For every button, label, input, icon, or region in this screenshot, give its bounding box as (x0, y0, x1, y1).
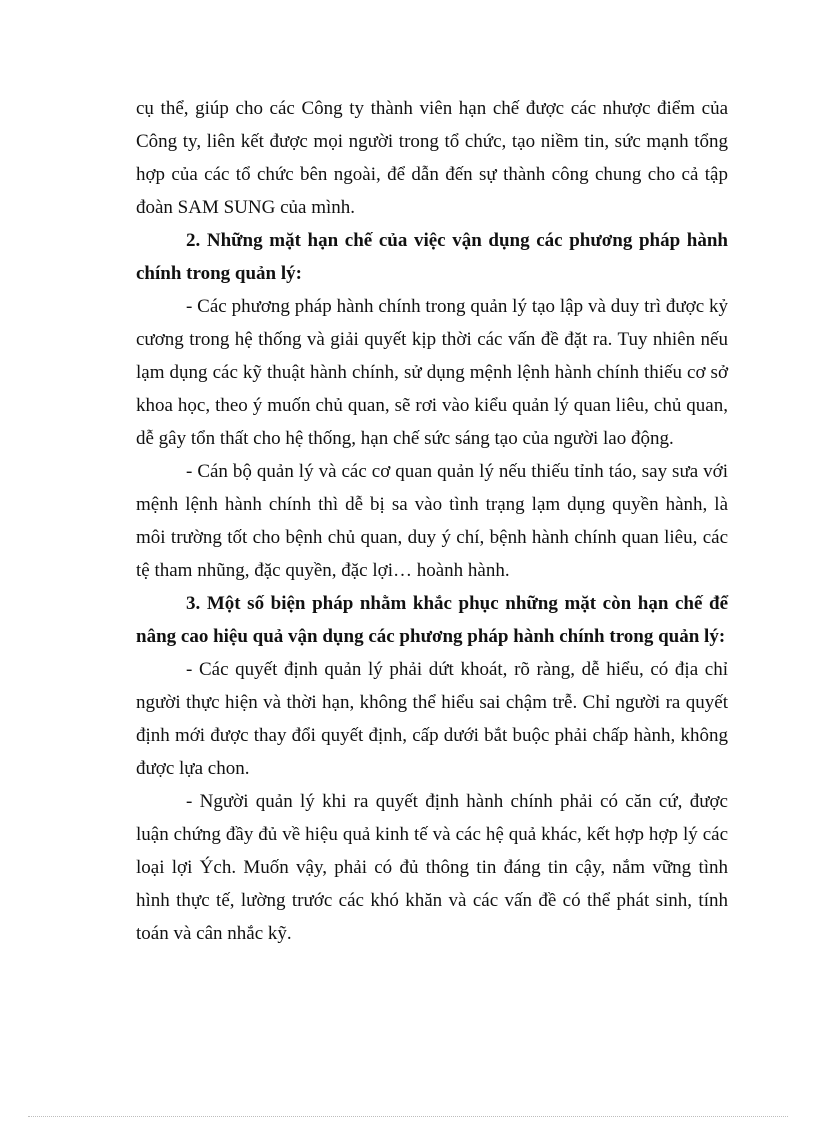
paragraph-intro: cụ thể, giúp cho các Công ty thành viên hạn chế được các nhược điểm của Công ty, liên kết được mọi người trong tổ chức, tạo niềm tin, sức mạnh tổng hợp của các tổ chức bên ngoài, để dẫn đến sự thành công chung cho cả tập đoàn SAM SUNG của mình. (136, 98, 728, 218)
document-page (136, 92, 728, 950)
paragraph-measure-2: - Người quản lý khi ra quyết định hành chính phải có căn cứ, được luận chứng đầy đủ về hiệu quả kinh tế và các hệ quả khác, kết hợp hợp lý các loại lợi Ých. Muốn vậy, phải có đủ thông tin đáng tin cậy, nắm vững tình hình thực tế, lường trước các khó khăn và các vấn đề có thể phát sinh, tính toán và cân nhắc kỹ. (136, 791, 728, 944)
heading-section-3: 3. Một số biện pháp nhằm khắc phục những mặt còn hạn chế để nâng cao hiệu quả vận dụng các phương pháp hành chính trong quản lý: (136, 593, 728, 647)
paragraph-measure-1: - Các quyết định quản lý phải dứt khoát, rõ ràng, dễ hiểu, có địa chỉ người thực hiện và thời hạn, không thể hiểu sai chậm trễ. Chỉ người ra quyết định mới được thay đổi quyết định, cấp dưới bắt buộc phải chấp hành, không được lựa chon. (136, 659, 728, 779)
paragraph-limitation-1: - Các phương pháp hành chính trong quản lý tạo lập và duy trì được kỷ cương trong hệ thống và giải quyết kịp thời các vấn đề đặt ra. Tuy nhiên nếu lạm dụng các kỹ thuật hành chính, sử dụng mệnh lệnh hành chính thiếu cơ sở khoa học, theo ý muốn chủ quan, sẽ rơi vào kiểu quản lý quan liêu, chủ quan, dễ gây tổn thất cho hệ thống, hạn chế sức sáng tạo của người lao động. (136, 296, 728, 449)
heading-section-2: 2. Những mặt hạn chế của việc vận dụng các phương pháp hành chính trong quản lý: (136, 230, 728, 284)
page-bottom-divider (28, 1116, 788, 1117)
paragraph-limitation-2: - Cán bộ quản lý và các cơ quan quản lý nếu thiếu tỉnh táo, say sưa với mệnh lệnh hành chính thì dễ bị sa vào tình trạng lạm dụng quyền hành, là môi trường tốt cho bệnh chủ quan, duy ý chí, bệnh hành chính quan liêu, các tệ tham nhũng, đặc quyền, đặc lợi… hoành hành. (136, 461, 728, 581)
